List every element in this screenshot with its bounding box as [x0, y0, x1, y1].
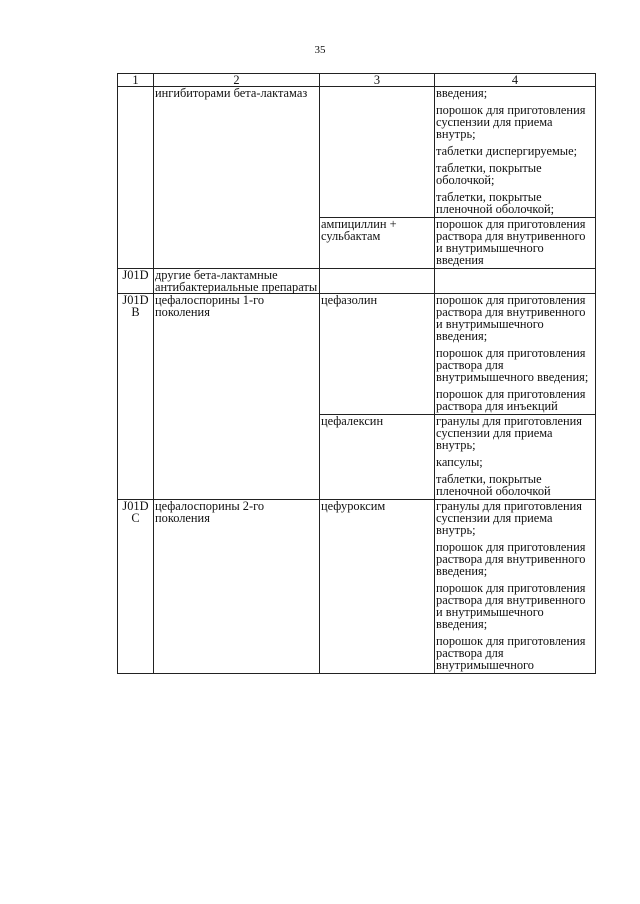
dosage-form: порошок для приготовления суспензии для приема внутрь; — [436, 103, 586, 141]
dosage-form: таблетки, покрытые пленочной оболочкой; — [436, 190, 555, 216]
drug-name-cell: ампициллин + сульбактам — [320, 218, 435, 269]
column-header-1: 1 — [118, 74, 154, 87]
dosage-form: порошок для приготовления раствора для внутривенного и внутримышечного введения — [436, 217, 586, 267]
dosage-form: капсулы; — [436, 455, 483, 469]
dosage-form: таблетки, покрытые пленочной оболочкой — [436, 472, 551, 498]
dosage-form: порошок для приготовления раствора для внутримышечного введения; — [436, 346, 589, 384]
dosage-form: таблетки, покрытые оболочкой; — [436, 161, 542, 187]
column-header-2: 2 — [154, 74, 320, 87]
drug-name-cell — [320, 87, 435, 218]
table-row — [118, 269, 596, 294]
atc-code-cell: J01D B — [118, 294, 154, 500]
dosage-form: порошок для приготовления раствора для внутривенного и внутримышечного введения; — [436, 293, 586, 343]
table-header-row — [118, 74, 596, 87]
dosage-forms-cell — [435, 500, 596, 674]
group-name-cell: цефалоспорины 1-го поколения — [154, 294, 320, 500]
drug-name-cell: цефазолин — [320, 294, 435, 415]
dosage-form: порошок для приготовления раствора для инъекций — [436, 387, 586, 413]
atc-code-cell — [118, 87, 154, 269]
table-row — [118, 87, 596, 218]
group-name-cell: ингибиторами бета-лактамаз — [154, 87, 320, 269]
drug-name-cell — [320, 269, 435, 294]
table-row — [118, 500, 596, 674]
dosage-forms-cell — [435, 269, 596, 294]
drug-table — [117, 73, 596, 674]
group-name-cell: другие бета-лактамные антибактериальные препараты — [154, 269, 320, 294]
atc-code-cell: J01D — [118, 269, 154, 294]
dosage-form: гранулы для приготовления суспензии для приема внутрь; — [436, 499, 582, 537]
atc-code-cell: J01D C — [118, 500, 154, 674]
dosage-form: гранулы для приготовления суспензии для приема внутрь; — [436, 414, 582, 452]
table-row — [118, 294, 596, 415]
dosage-forms-cell — [435, 87, 596, 218]
dosage-forms-cell — [435, 415, 596, 500]
column-header-4: 4 — [435, 74, 596, 87]
page-number: 35 — [314, 44, 326, 56]
dosage-form: порошок для приготовления раствора для внутривенного и внутримышечного введения; — [436, 581, 586, 631]
group-name-cell: цефалоспорины 2-го поколения — [154, 500, 320, 674]
dosage-form: введения; — [436, 86, 488, 100]
dosage-form: таблетки диспергируемые; — [436, 144, 578, 158]
dosage-forms-cell — [435, 218, 596, 269]
column-header-3: 3 — [320, 74, 435, 87]
dosage-form: порошок для приготовления раствора для внутримышечного — [436, 634, 586, 672]
drug-name-cell: цефалексин — [320, 415, 435, 500]
dosage-form: порошок для приготовления раствора для внутривенного введения; — [436, 540, 586, 578]
drug-name-cell: цефуроксим — [320, 500, 435, 674]
dosage-forms-cell — [435, 294, 596, 415]
